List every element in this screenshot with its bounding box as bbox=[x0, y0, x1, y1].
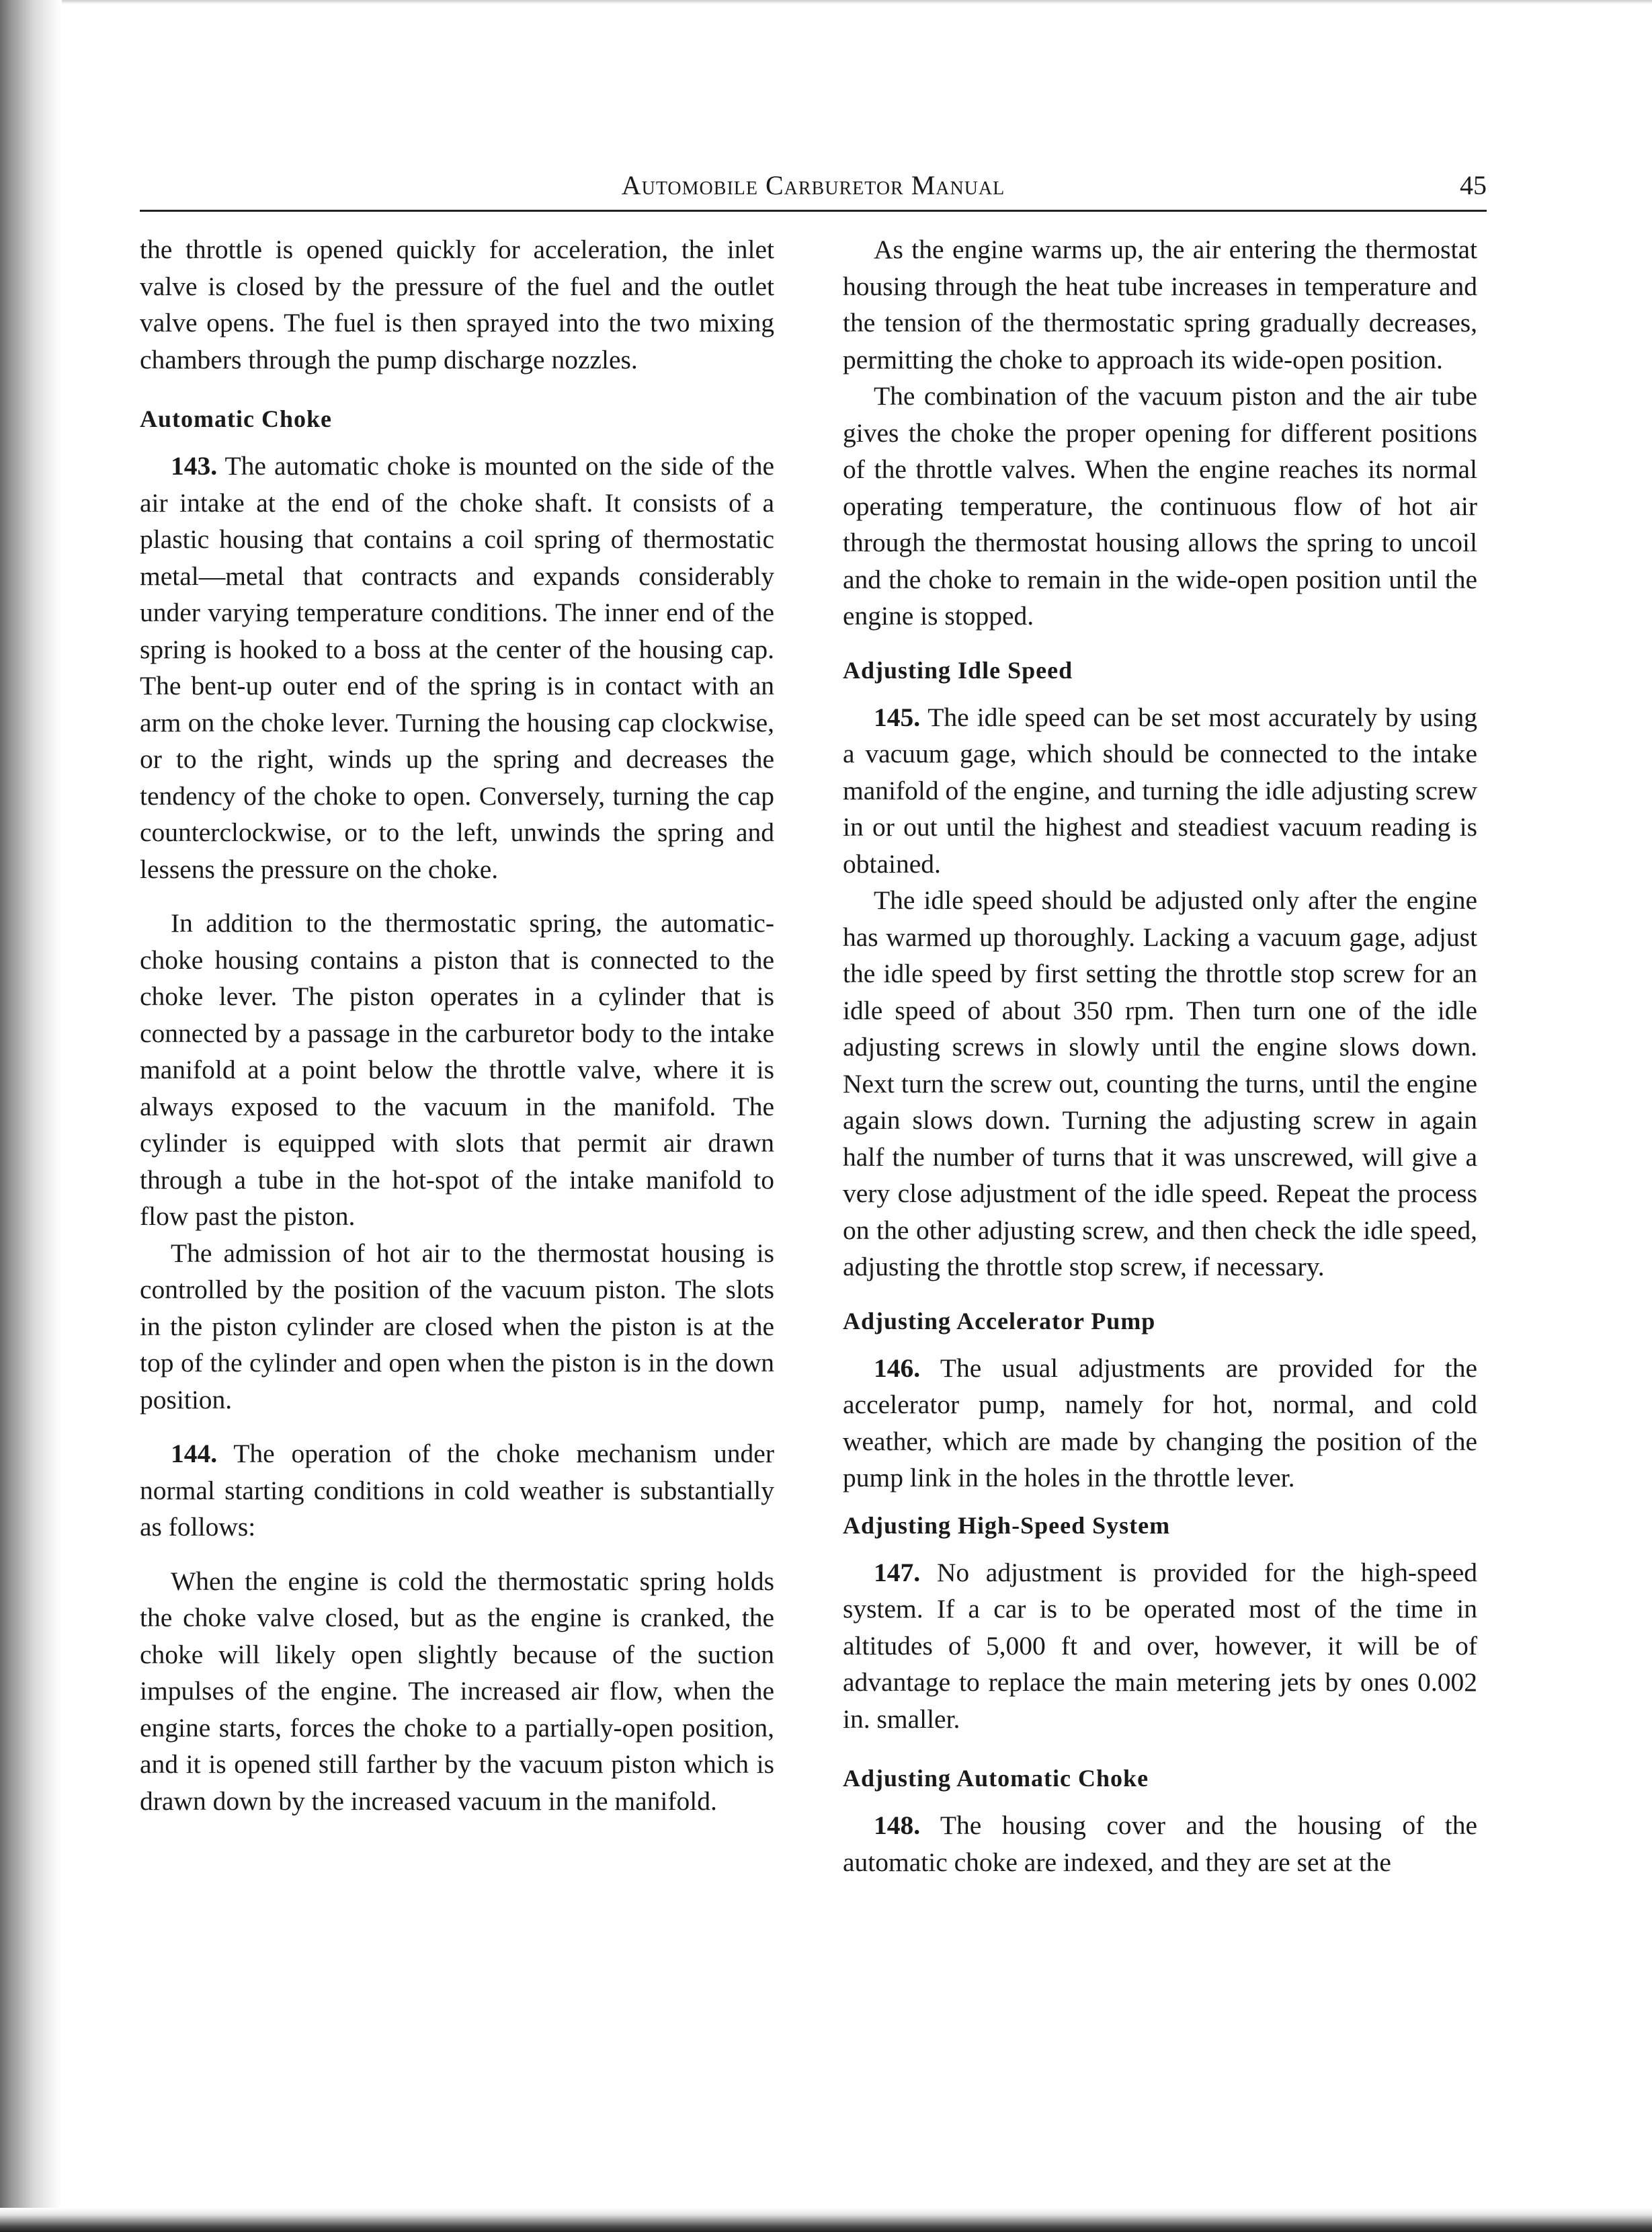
binding-gutter-shadow bbox=[0, 0, 62, 2232]
paragraph-number: 146. bbox=[874, 1353, 921, 1383]
paragraph-147 bbox=[843, 1554, 1477, 1738]
paragraph-number: 143. bbox=[171, 451, 218, 481]
paragraph-combination: The combination of the vacuum piston and the air tube gives the choke the proper opening for different positions of the throttle valves. When the engine reaches its normal operating temperature, the continuous flow of hot air through the thermostat housing allows the spring to uncoil and the choke to remain in the wide-open position until the engine is stopped. bbox=[843, 381, 1477, 631]
section-heading-accelerator-pump: Adjusting Accelerator Pump bbox=[843, 1307, 1156, 1334]
paragraph-number: 147. bbox=[874, 1557, 921, 1587]
section-heading-idle-speed: Adjusting Idle Speed bbox=[843, 656, 1073, 684]
paragraph-number: 148. bbox=[874, 1810, 921, 1840]
left-column bbox=[140, 231, 774, 1819]
paragraph-text: The idle speed can be set most accurately by using a vacuum gage, which should be connected to the intake manifold of the engine, and turning the idle adjusting screw in or out until the highest and steadiest vacuum reading is obtained. bbox=[843, 702, 1477, 879]
paragraph-text: The operation of the choke mechanism under normal starting conditions in cold weather is substantially as follows: bbox=[140, 1439, 774, 1542]
paragraph-number: 144. bbox=[171, 1439, 218, 1468]
paragraph-idle-adjustment: The idle speed should be adjusted only after the engine has warmed up thoroughly. Lacking a vacuum gage, adjust the idle speed by first setting the throttle stop screw for an idle speed of about 350 rpm. Then turn one of the idle adjusting screws in slowly until the engine slows down. Next turn the screw out, counting the turns, until the engine again slows down. Turning the adjusting screw in again half the number of turns that it was unscrewed, will give a very close adjustment of the idle speed. Repeat the process on the other adjusting screw, and then check the idle speed, adjusting the throttle stop screw, if necessary. bbox=[843, 885, 1477, 1281]
paragraph-text: The housing cover and the housing of the automatic choke are indexed, and they are set at the bbox=[843, 1810, 1477, 1877]
right-column bbox=[843, 231, 1477, 1880]
paragraph-text: The automatic choke is mounted on the side of the air intake at the end of the choke shaft. It consists of a plastic housing that contains a coil spring of thermostatic metal—metal that contracts and expands considerably under varying temperature conditions. The inner end of the spring is hooked to a boss at the center of the housing cap. The bent-up outer end of the spring is in contact with an arm on the choke lever. Turning the housing cap clockwise, or to the right, winds up the spring and decreases the tendency of the choke to open. Conversely, turning the cap counterclockwise, or to the left, unwinds the spring and lessens the pressure on the choke. bbox=[140, 451, 774, 884]
page-top-edge bbox=[0, 0, 1652, 4]
paragraph-hot-air-admission: The admission of hot air to the thermostat housing is controlled by the position of the vacuum piston. The slots in the piston cylinder are closed when the piston is at the top of the cylinder and open when the piston is in the down position. bbox=[140, 1238, 774, 1414]
page-number: 45 bbox=[1460, 170, 1487, 200]
paragraph-thermostatic-spring: In addition to the thermostatic spring, the automatic-choke housing contains a piston that is connected to the choke lever. The piston operates in a cylinder that is connected by a passage in the carburetor body to the intake manifold at a point below the throttle valve, where it is always exposed to the vacuum in the manifold. The cylinder is equipped with slots that permit air drawn through a tube in the hot-spot of the intake manifold to flow past the piston. bbox=[140, 908, 774, 1231]
section-heading-automatic-choke: Automatic Choke bbox=[140, 405, 332, 432]
section-heading-automatic-choke-adjust: Adjusting Automatic Choke bbox=[843, 1765, 1149, 1792]
paragraph-143 bbox=[140, 448, 774, 887]
paragraph-text: The usual adjustments are provided for the accelerator pump, namely for hot, normal, and cold weather, which are made by changing the position of the pump link in the holes in the throttle lever. bbox=[843, 1353, 1478, 1492]
paragraph-146 bbox=[843, 1350, 1477, 1497]
running-header bbox=[140, 167, 1487, 212]
continued-paragraph: the throttle is opened quickly for acceleration, the inlet valve is closed by the pressure of the fuel and the outlet valve opens. The fuel is then sprayed into the two mixing chambers through the pump discharge nozzles. bbox=[140, 235, 774, 374]
paragraph-engine-warms: As the engine warms up, the air entering the thermostat housing through the heat tube increases in temperature and the tension of the thermostatic spring gradually decreases, permitting the choke to approach its wide-open position. bbox=[843, 235, 1477, 374]
paragraph-number: 145. bbox=[874, 702, 921, 732]
paragraph-148 bbox=[843, 1807, 1477, 1880]
paragraph-text: No adjustment is provided for the high-speed system. If a car is to be operated most of the time in altitudes of 5,000 ft and over, however, it will be of advantage to replace the main metering jets by ones 0.002 in. smaller. bbox=[843, 1557, 1477, 1734]
paragraph-144 bbox=[140, 1435, 774, 1546]
paragraph-cold-engine: When the engine is cold the thermostatic spring holds the choke valve closed, but as the engine is cranked, the choke will likely open slightly because of the suction impulses of the engine. The increased air flow, when the engine starts, forces the choke to a partially-open position, and it is opened still farther by the vacuum piston which is drawn down by the increased vacuum in the manifold. bbox=[140, 1566, 774, 1816]
page-bottom-edge bbox=[0, 2208, 1652, 2232]
running-title: Automobile Carburetor Manual bbox=[621, 170, 1005, 200]
section-heading-high-speed-system: Adjusting High-Speed System bbox=[843, 1511, 1171, 1539]
paragraph-145 bbox=[843, 699, 1477, 883]
